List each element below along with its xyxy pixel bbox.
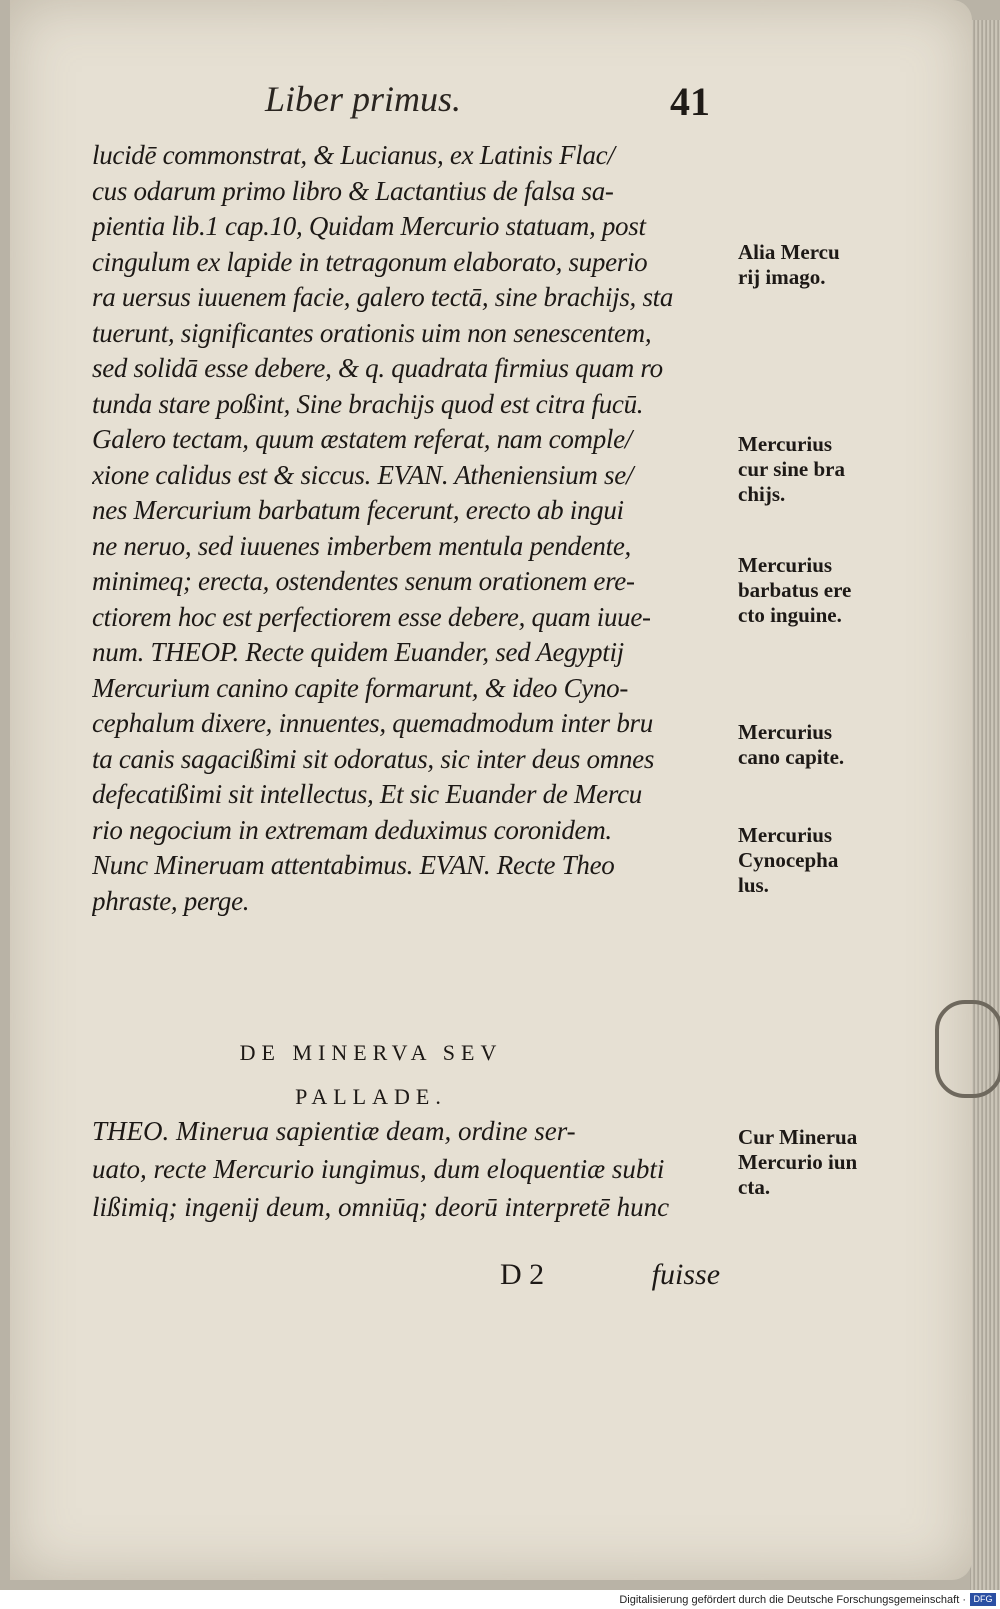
text-line: ne neruo, sed iuuenes imberbem mentula pendente, (92, 530, 631, 561)
text-line: uato, recte Mercurio iungimus, dum eloquentiæ subti (92, 1154, 665, 1184)
text-line: nes Mercurium barbatum fecerunt, erecto ab ingui (92, 495, 624, 525)
footer-bar (0, 1592, 1000, 1609)
page-header (10, 78, 972, 128)
text-line: rio negocium in extremam deduximus coronidem. (92, 814, 612, 845)
book-page (10, 0, 972, 1580)
text-line: num. THEOP. Recte quidem Euander, sed Aegyptij (92, 637, 624, 667)
marginal-line: barbatus ere (738, 578, 852, 602)
marginal-line: cto inguine. (738, 603, 842, 627)
marginal-note (738, 432, 888, 507)
marginal-line: Mercurius (738, 720, 833, 744)
text-line: phraste, perge. (92, 885, 250, 916)
marginal-line: rij imago. (738, 265, 826, 289)
marginal-line: Cynocepha (738, 848, 839, 872)
marginal-line: Alia Mercu (738, 240, 840, 264)
marginal-line: cur sine bra (738, 457, 845, 481)
marginal-line: Mercurius (738, 823, 833, 847)
catchword: fuisse (651, 1258, 721, 1291)
marginal-line: Mercurius (738, 432, 833, 456)
marginal-note (738, 823, 888, 898)
text-line: lucidē commonstrat, & Lucianus, ex Latinis Flac/ (92, 140, 615, 170)
catchline (500, 1258, 720, 1292)
body-text (92, 138, 732, 919)
marginal-line: cta. (738, 1175, 771, 1199)
marginal-line: Mercurius (738, 553, 833, 577)
text-line: tunda stare poßint, Sine brachijs quod est citra fucū. (92, 388, 644, 419)
text-line: tuerunt, significantes orationis uim non senescentem, (92, 317, 652, 348)
text-line: Mercurium canino capite formarunt, & ideo Cyno- (92, 672, 629, 703)
text-line: lißimiq; ingenij deum, omniūq; deorū interpretē hunc (92, 1192, 670, 1222)
section-heading-line2: PALLADE. (295, 1084, 447, 1109)
marginal-note (738, 720, 888, 770)
page-edges (970, 20, 1000, 1590)
section-heading-line1: DE MINERVA SEV (239, 1040, 503, 1065)
marginal-line: cano capite. (738, 745, 845, 769)
marginal-line: Mercurio iun (738, 1150, 858, 1174)
text-line: Nunc Mineruam attentabimus. EVAN. Recte Theo (92, 850, 615, 880)
marginal-note (738, 240, 888, 290)
marginal-note (738, 553, 888, 628)
text-line: Galero tectam, quum æstatem referat, nam comple/ (92, 424, 633, 454)
text-line: ta canis sagacißimi sit odoratus, sic inter deus omnes (92, 743, 655, 774)
section-heading (10, 1040, 732, 1110)
body-text-2 (92, 1112, 732, 1226)
footer-credit: Digitalisierung gefördert durch die Deutsche Forschungsgemeinschaft · (619, 1594, 966, 1606)
text-line: ctiorem hoc est perfectiorem esse debere, quam iuue- (92, 601, 651, 632)
text-line: ra uersus iuuenem facie, galero tectā, sine brachijs, sta (92, 282, 674, 312)
text-line: pientia lib.1 cap.10, Quidam Mercurio statuam, post (92, 211, 646, 241)
marginal-line: lus. (738, 873, 769, 897)
text-line: minimeq; erecta, ostendentes senum orationem ere- (92, 566, 635, 596)
running-title: Liber primus. (265, 79, 462, 119)
text-line: defecatißimi sit intellectus, Et sic Euander de Mercu (92, 779, 642, 809)
marginal-line: chijs. (738, 482, 786, 506)
text-line: cus odarum primo libro & Lactantius de falsa sa- (92, 175, 614, 206)
signature-mark: D 2 (500, 1258, 545, 1291)
dfg-logo: DFG (970, 1593, 996, 1606)
marginal-line: Cur Minerua (738, 1125, 858, 1149)
text-line: THEO. Minerua sapientiæ deam, ordine ser- (92, 1116, 576, 1146)
text-line: cephalum dixere, innuentes, quemadmodum inter bru (92, 708, 653, 738)
text-line: sed solidā esse debere, & q. quadrata firmius quam ro (92, 353, 663, 383)
page-number: 41 (670, 79, 710, 124)
clip-ring (935, 1000, 1000, 1098)
marginal-note (738, 1125, 888, 1200)
text-line: cingulum ex lapide in tetragonum elaborato, superio (92, 246, 648, 277)
text-line: xione calidus est & siccus. EVAN. Atheniensium se/ (92, 459, 634, 490)
